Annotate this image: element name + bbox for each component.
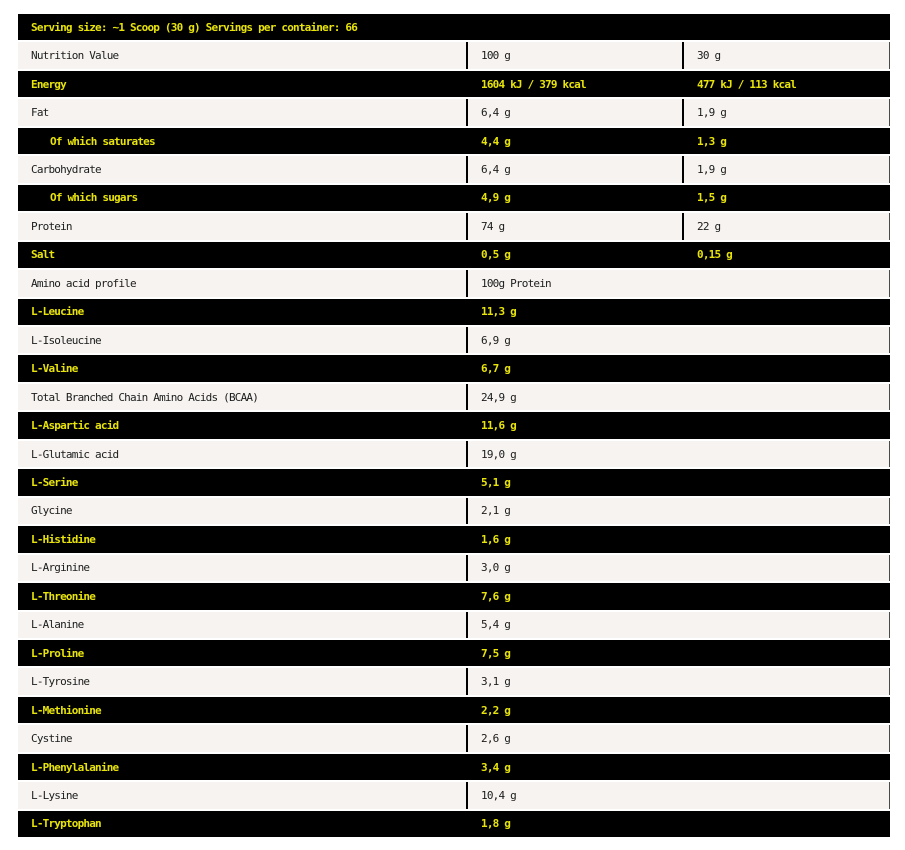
table-row [18,668,890,694]
table-row [18,555,890,581]
per-30g-value: 477 kJ / 113 kcal [682,71,890,97]
row-label: L-Tryptophan [31,817,101,831]
row-label: Nutrition Value [31,49,119,63]
table-row [18,270,890,296]
per-100g-value: 6,4 g [466,99,682,125]
table-row [18,71,890,97]
row-label: Of which sugars [50,191,138,205]
per-100g-value: 2,6 g [466,725,889,751]
per-30g-value: 0,15 g [682,242,890,268]
per-100g-value: 3,0 g [466,555,889,581]
table-row [18,725,890,751]
table-row [18,384,890,410]
per-100g-value: 10,4 g [466,782,889,808]
table-row [18,469,890,495]
row-label: Amino acid profile [31,276,136,290]
row-label: Glycine [31,504,72,518]
table-row [18,185,890,211]
per-100g-value: 3,1 g [466,668,889,694]
per-30g-value: 1,9 g [682,99,889,125]
per-100g-value: 5,4 g [466,612,889,638]
per-100g-value: 1604 kJ / 379 kcal [466,71,682,97]
per-100g-value: 7,6 g [466,583,890,609]
per-30g-value: 1,5 g [682,185,890,211]
row-label: L-Arginine [31,561,90,575]
per-100g-value: 4,4 g [466,128,682,154]
row-label: Energy [31,77,66,91]
row-label: Protein [31,219,72,233]
row-label: L-Leucine [31,305,84,319]
per-100g-value: 5,1 g [466,469,890,495]
table-row [18,526,890,552]
table-row [18,754,890,780]
table-row [18,583,890,609]
row-label: L-Phenylalanine [31,760,119,774]
row-label: L-Histidine [31,532,96,546]
nutrition-facts-table [18,14,890,837]
row-label: Carbohydrate [31,162,101,176]
table-row [18,612,890,638]
serving-info-row [18,14,890,40]
row-label: L-Lysine [31,788,78,802]
table-row [18,299,890,325]
row-label: L-Serine [31,475,78,489]
per-100g-value: 3,4 g [466,754,890,780]
per-100g-value: 6,4 g [466,156,682,182]
per-100g-value: 100 g [466,42,682,68]
per-100g-value: 74 g [466,213,682,239]
table-row [18,811,890,837]
per-100g-value: 6,9 g [466,327,889,353]
table-row [18,441,890,467]
row-label: Cystine [31,732,72,746]
per-30g-value: 1,9 g [682,156,889,182]
row-label: Salt [31,248,55,262]
table-row [18,782,890,808]
per-100g-value: 100g Protein [466,270,889,296]
per-100g-value: 0,5 g [466,242,682,268]
serving-size-header: Serving size: ~1 Scoop (30 g) Servings per container: 66 [31,20,358,34]
row-label: L-Proline [31,646,84,660]
per-100g-value: 24,9 g [466,384,889,410]
per-100g-value: 7,5 g [466,640,890,666]
table-row [18,156,890,182]
per-100g-value: 1,6 g [466,526,890,552]
per-100g-value: 11,3 g [466,299,890,325]
table-row [18,327,890,353]
row-label: L-Aspartic acid [31,419,119,433]
per-100g-value: 2,2 g [466,697,890,723]
row-label: L-Tyrosine [31,675,90,689]
table-row [18,697,890,723]
row-label: L-Isoleucine [31,333,101,347]
table-row [18,42,890,68]
row-label: L-Alanine [31,618,84,632]
table-row [18,99,890,125]
per-30g-value: 30 g [682,42,889,68]
row-label: Total Branched Chain Amino Acids (BCAA) [31,390,259,404]
table-row [18,640,890,666]
row-label: L-Threonine [31,589,96,603]
per-100g-value: 2,1 g [466,498,889,524]
per-100g-value: 11,6 g [466,412,890,438]
row-label: L-Valine [31,362,78,376]
per-100g-value: 19,0 g [466,441,889,467]
table-row [18,355,890,381]
table-row [18,242,890,268]
row-label: L-Methionine [31,703,101,717]
table-row [18,412,890,438]
row-label: Of which saturates [50,134,155,148]
table-row [18,498,890,524]
row-label: Fat [31,106,49,120]
table-row [18,128,890,154]
row-label: L-Glutamic acid [31,447,119,461]
per-100g-value: 6,7 g [466,355,890,381]
per-100g-value: 1,8 g [466,811,890,837]
per-30g-value: 1,3 g [682,128,890,154]
per-30g-value: 22 g [682,213,889,239]
per-100g-value: 4,9 g [466,185,682,211]
table-row [18,213,890,239]
